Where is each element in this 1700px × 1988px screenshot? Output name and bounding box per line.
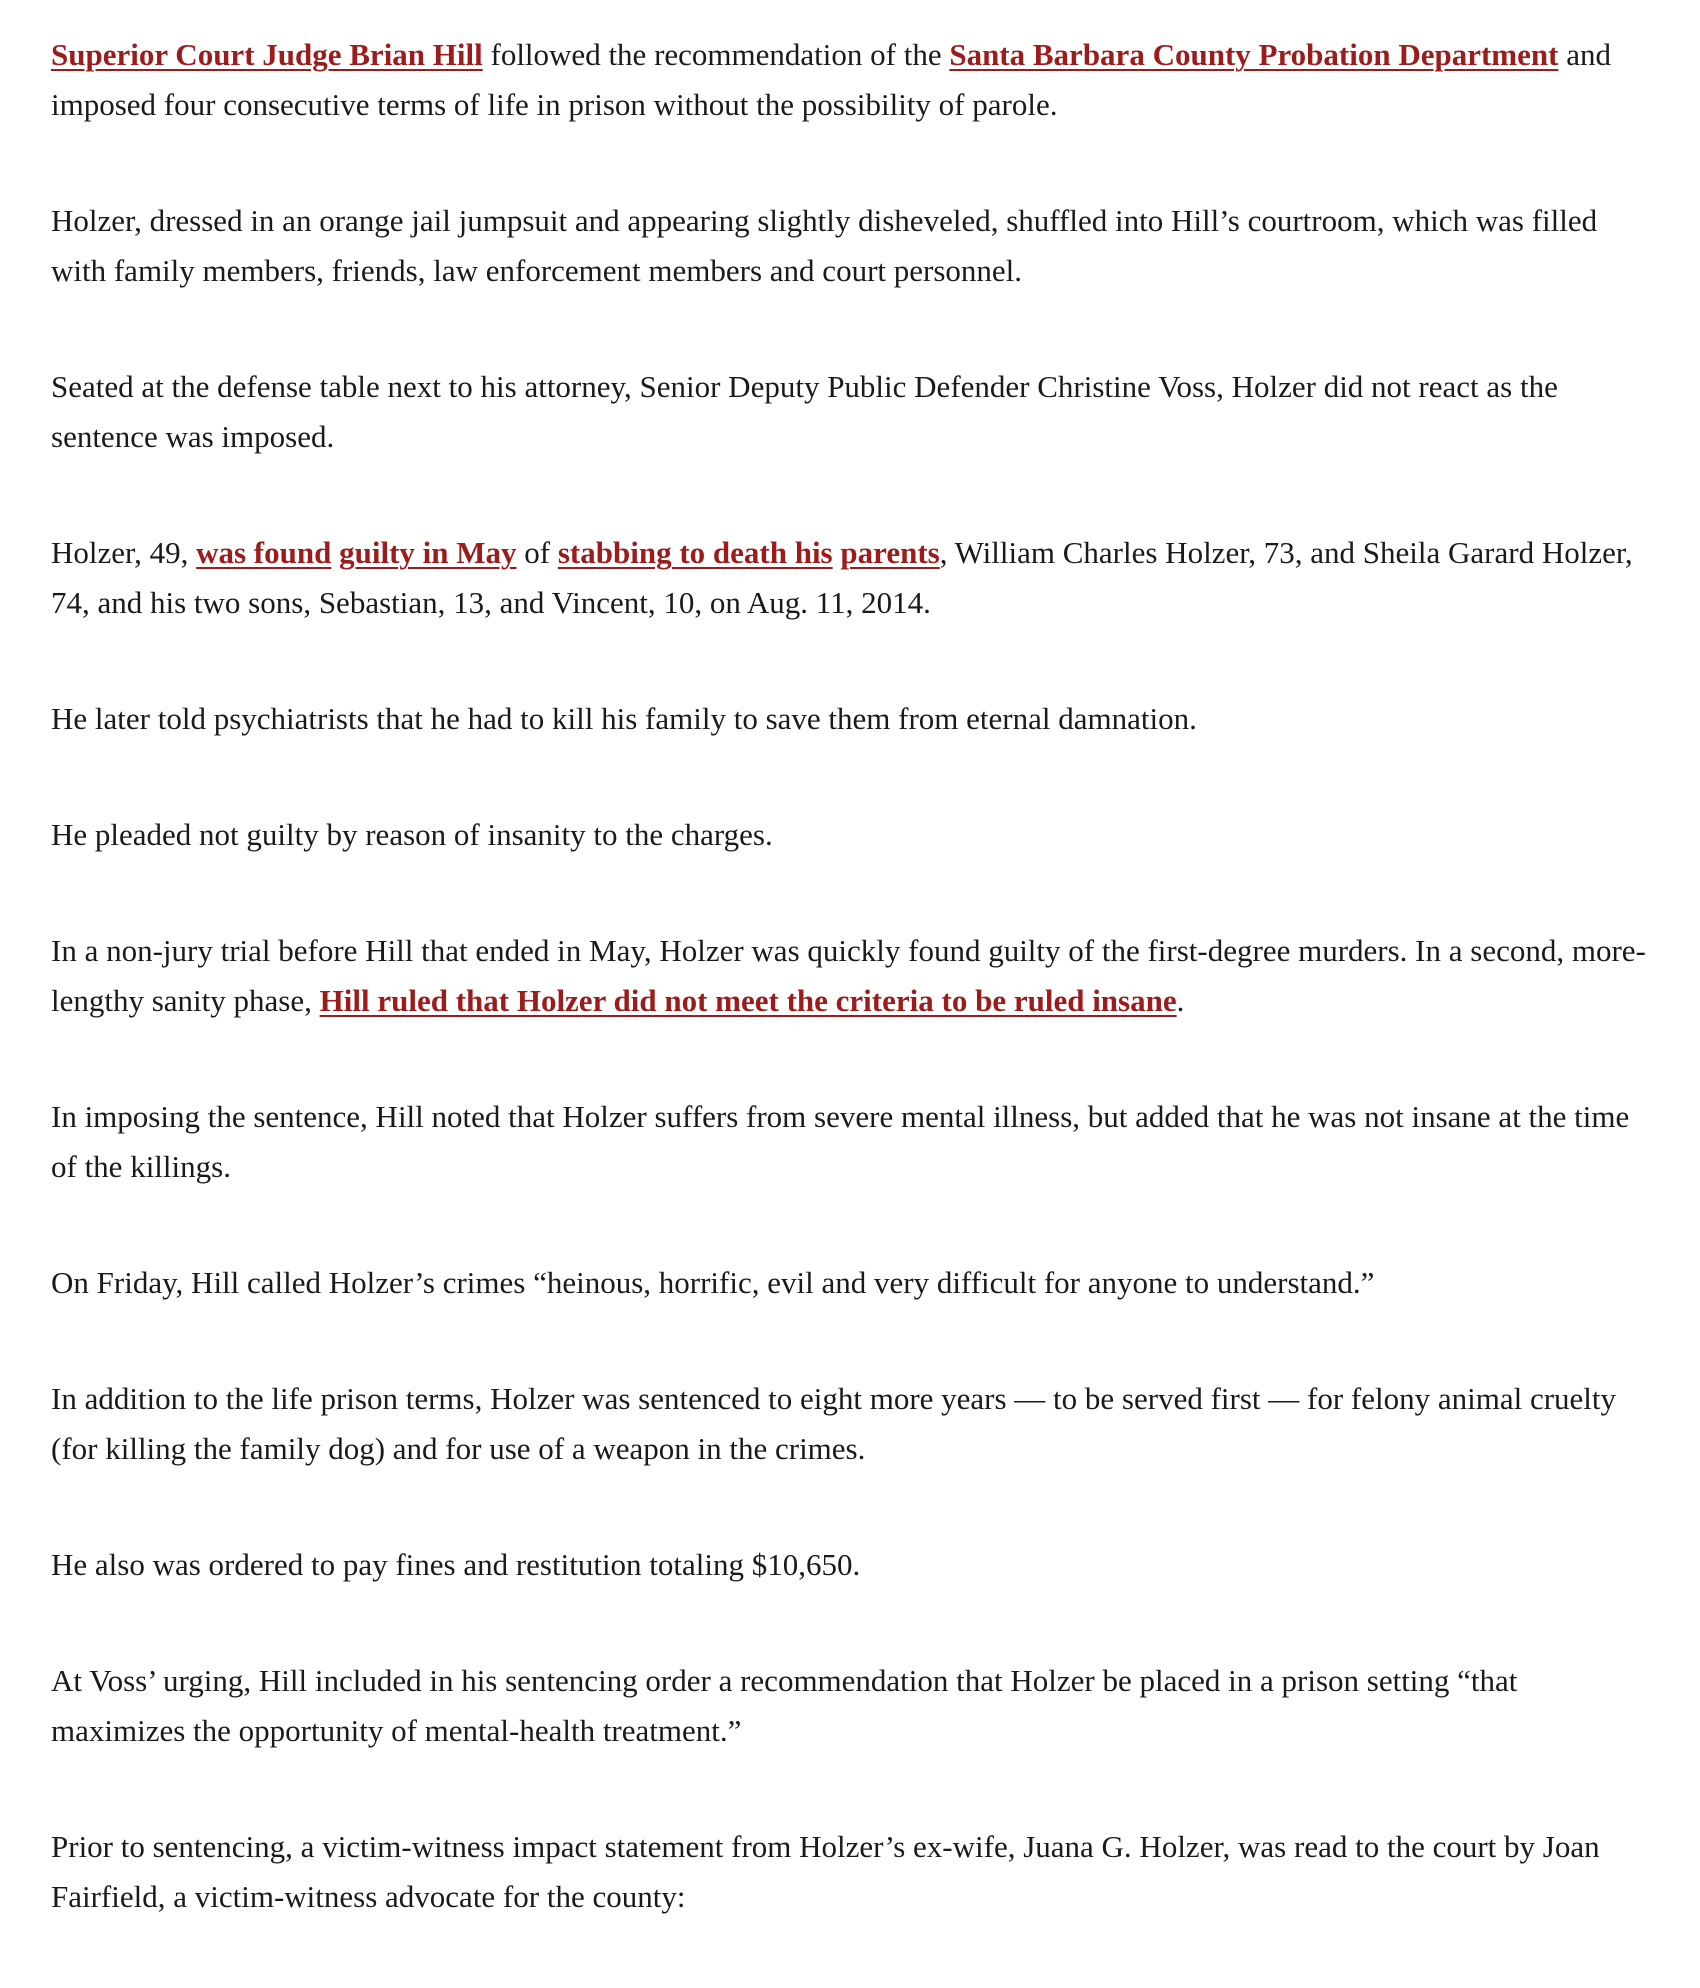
link-judge-brian-hill[interactable]: Superior Court Judge Brian Hill: [51, 37, 483, 72]
link-guilty-in-may[interactable]: guilty in May: [339, 535, 517, 570]
link-parents[interactable]: parents: [840, 535, 940, 570]
paragraph-psychiatrists: He later told psychiatrists that he had to kill his family to save them from eternal damnation.: [51, 701, 1197, 736]
paragraph-courtroom: Holzer, dressed in an orange jail jumpsuit and appearing slightly disheveled, shuffled into Hill’s courtroom, which was filled with family members, friends, law enforcement members and court personnel.: [51, 203, 1598, 288]
paragraph-defense-table: Seated at the defense table next to his attorney, Senior Deputy Public Defender Christine Voss, Holzer did not react as the sentence was imposed.: [51, 369, 1558, 454]
paragraph-sentencing: Superior Court Judge Brian Hill followed the recommendation of the Santa Barbara County Probation Department and imposed four consecutive terms of life in prison without the possibility of parole.: [51, 37, 1611, 122]
paragraph-plea: He pleaded not guilty by reason of insanity to the charges.: [51, 817, 773, 852]
paragraph-treatment: At Voss’ urging, Hill included in his sentencing order a recommendation that Holzer be placed in a prison setting “that maximizes the opportunity of mental-health treatment.”: [51, 1663, 1518, 1748]
link-was-found[interactable]: was found: [196, 535, 332, 570]
link-sanity-ruling[interactable]: Hill ruled that Holzer did not meet the criteria to be ruled insane: [319, 983, 1177, 1018]
paragraph-quote-crimes: On Friday, Hill called Holzer’s crimes “heinous, horrific, evil and very difficult for anyone to understand.”: [51, 1265, 1375, 1300]
paragraph-additional-terms: In addition to the life prison terms, Holzer was sentenced to eight more years — to be served first — for felony animal cruelty (for killing the family dog) and for use of a weapon in the crimes.: [51, 1381, 1617, 1466]
paragraph-fines: He also was ordered to pay fines and restitution totaling $10,650.: [51, 1547, 861, 1582]
paragraph-trial: In a non-jury trial before Hill that ended in May, Holzer was quickly found guilty of the first-degree murders. In a second, more-lengthy sanity phase, Hill ruled that Holzer did not meet the criteria to be ruled insane.: [51, 933, 1646, 1018]
paragraph-verdict: Holzer, 49, was found guilty in May of stabbing to death his parents, William Charles Holzer, 73, and Sheila Garard Holzer, 74, and his two sons, Sebastian, 13, and Vincent, 10, on Aug. 11, 2014.: [51, 535, 1633, 620]
link-stabbing-to-death[interactable]: stabbing to death his: [557, 535, 833, 570]
paragraph-mental-illness: In imposing the sentence, Hill noted that Holzer suffers from severe mental illness, but added that he was not insane at the time of the killings.: [51, 1099, 1630, 1184]
paragraph-impact-statement: Prior to sentencing, a victim-witness impact statement from Holzer’s ex-wife, Juana G. Holzer, was read to the court by Joan Fairfield, a victim-witness advocate for the county:: [51, 1829, 1600, 1914]
article-body: [51, 30, 1651, 1988]
link-probation-department[interactable]: Santa Barbara County Probation Department: [949, 37, 1559, 72]
